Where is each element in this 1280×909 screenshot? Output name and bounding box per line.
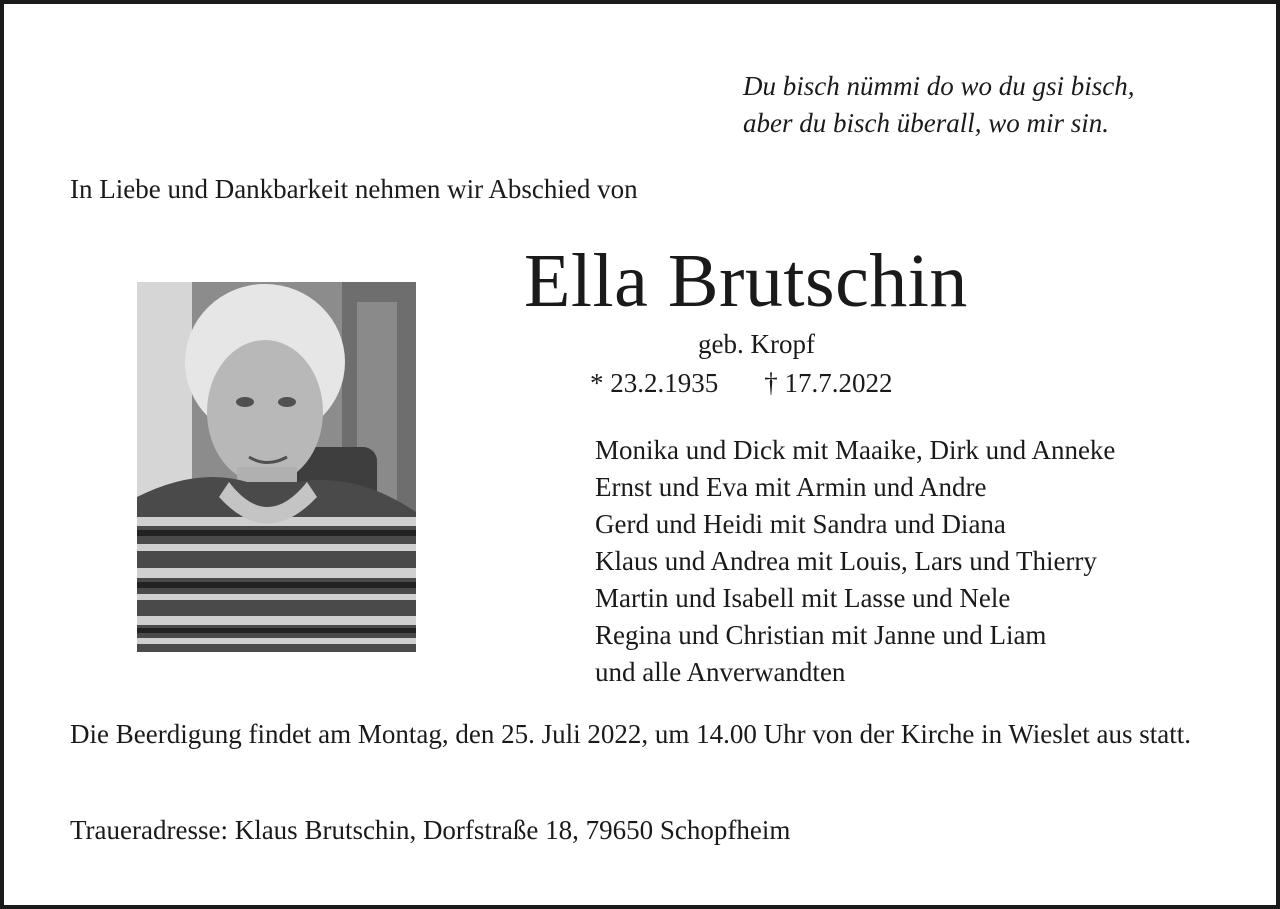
motto-line-1: Du bisch nümmi do wo du gsi bisch, (743, 71, 1135, 101)
portrait-photo (137, 282, 416, 652)
mourner-line: Klaus und Andrea mit Louis, Lars und Thierry (595, 546, 1097, 576)
intro-text: In Liebe und Dankbarkeit nehmen wir Abschied von (70, 174, 638, 204)
maiden-name: geb. Kropf (698, 329, 815, 359)
mourner-line: Ernst und Eva mit Armin und Andre (595, 472, 987, 502)
deceased-name: Ella Brutschin (524, 239, 968, 323)
motto-line-2: aber du bisch überall, wo mir sin. (743, 108, 1110, 138)
mourners-list (595, 432, 1115, 691)
mourner-line: Gerd und Heidi mit Sandra und Diana (595, 509, 1006, 539)
funeral-notice: Die Beerdigung findet am Montag, den 25. Juli 2022, um 14.00 Uhr von der Kirche in Wieslet aus statt. (70, 719, 1191, 749)
birth-date: * 23.2.1935 (590, 368, 719, 398)
mourner-line: und alle Anverwandten (595, 657, 846, 687)
death-date: † 17.7.2022 (764, 368, 893, 398)
life-dates (590, 366, 893, 400)
motto-quote (743, 68, 1135, 142)
mourning-address: Traueradresse: Klaus Brutschin, Dorfstraße 18, 79650 Schopfheim (70, 815, 791, 845)
mourner-line: Monika und Dick mit Maaike, Dirk und Anneke (595, 435, 1116, 465)
mourner-line: Regina und Christian mit Janne und Liam (595, 620, 1047, 650)
mourner-line: Martin und Isabell mit Lasse und Nele (595, 583, 1011, 613)
